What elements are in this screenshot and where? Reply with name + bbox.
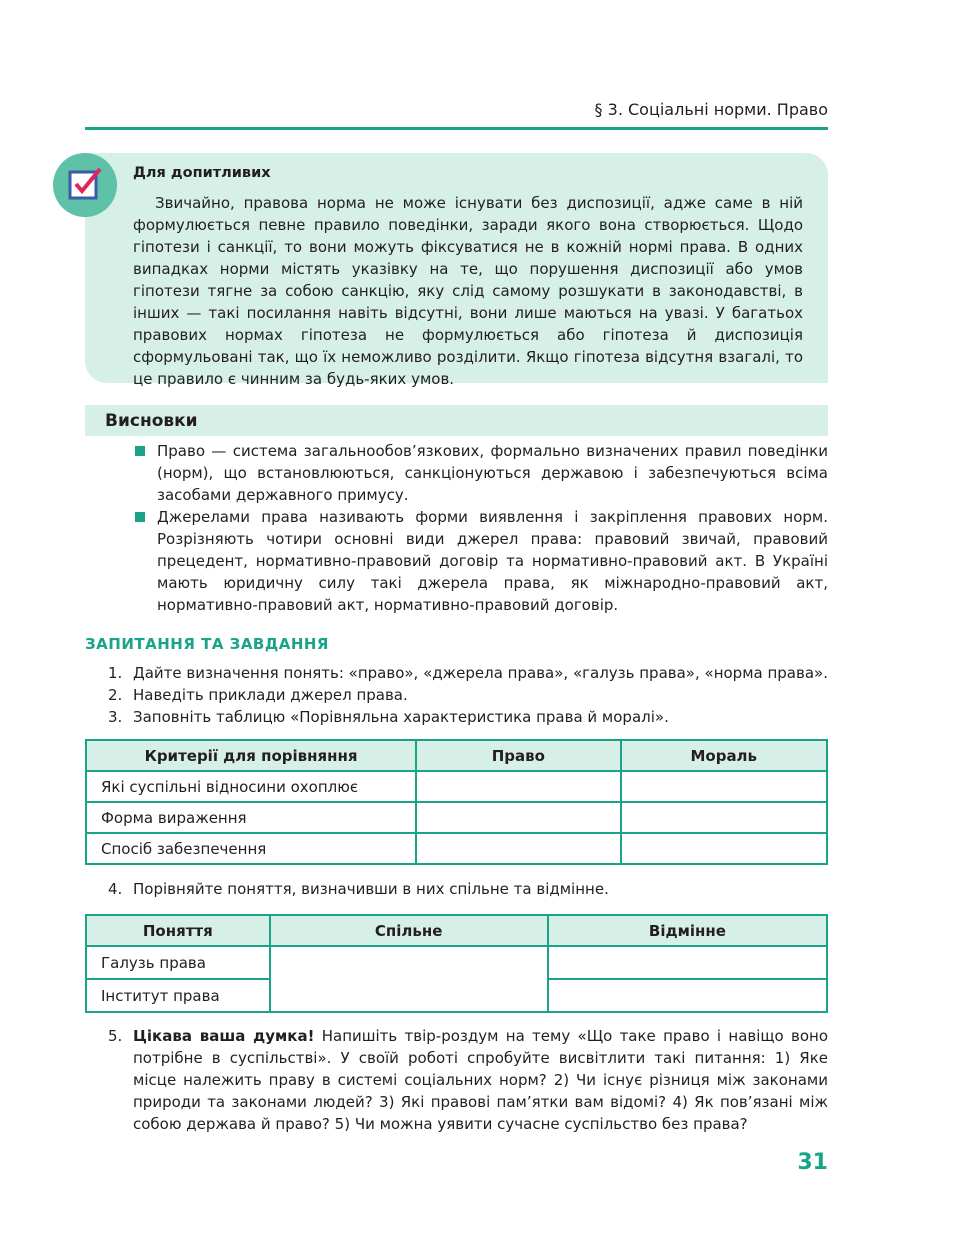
table-header: Критерії для порівняння — [86, 740, 416, 771]
task-item: 4. Порівняйте поняття, визначивши в них спільне та відмінне. — [108, 880, 609, 898]
task-list — [108, 878, 828, 900]
callout-paragraph: Звичайно, правова норма не може існувати без диспозиції, адже саме в ній формулюється певне правило поведінки, заради якого вона створюється. Щодо гіпотези і санкції, то вони можуть фіксуватися не в кожній нормі права. В одних випадках норми містять указівку на те, що порушення диспозиції або умов гіпотези тягне за собою санкцію, яку слід самому розшукати в законодавстві, в інших — такі посилання навіть відсутні, вони лише маються на увазі. У багатьох правових нормах гіпотеза не формулюється або гіпотеза й диспозиція сформульовані так, що їх неможливо розділити. Якщо гіпотеза відсутня взагалі, то це правило є чинним за будь-яких умов. — [133, 194, 803, 388]
conclusions-list — [135, 440, 828, 616]
task-item: 1. Дайте визначення понять: «право», «джерела права», «галузь права», «норма права». — [108, 664, 828, 682]
checklist-icon — [53, 153, 117, 217]
table-row: Галузь права — [86, 946, 827, 979]
table-row: Спосіб забезпечення — [86, 833, 827, 864]
table-header: Спільне — [270, 915, 548, 946]
task-list — [108, 1025, 828, 1135]
conclusions-title: Висновки — [105, 411, 198, 431]
square-bullet-icon — [135, 512, 145, 522]
table-row: Інститут права — [86, 979, 827, 1012]
callout-title: Для допитливих — [133, 165, 271, 181]
callout-text — [133, 192, 803, 390]
list-item: Право — система загальнообов’язкових, формально визначених правил поведінки (норм), що встановлюються, санкціонуються державою і забезпечуються всіма засобами державного примусу. — [135, 440, 828, 506]
table-header: Право — [416, 740, 620, 771]
task-list — [108, 662, 828, 728]
page-number: 31 — [797, 1150, 828, 1175]
square-bullet-icon — [135, 446, 145, 456]
comparison-table-concepts — [85, 914, 828, 1013]
header-rule — [85, 127, 828, 130]
questions-heading: ЗАПИТАННЯ ТА ЗАВДАННЯ — [85, 635, 329, 653]
table-row: Форма вираження — [86, 802, 827, 833]
table-header: Мораль — [621, 740, 827, 771]
table-header: Поняття — [86, 915, 270, 946]
task-bold-lead: Цікава ваша думка! — [133, 1027, 315, 1045]
list-item: Джерелами права називають форми виявлення і закріплення правових норм. Розрізняють чотири основні види джерел права: правовий звичай, правовий прецедент, нормативно-правовий договір та нормативно-правовий акт. В Україні мають юридичну силу такі джерела права, як міжнародно-правовий акт, нормативно-правовий акт, нормативно-правовий договір. — [135, 506, 828, 616]
comparison-table-law-morality — [85, 739, 828, 865]
table-header: Відмінне — [548, 915, 827, 946]
task-item: 5. Цікава ваша думка! Напишіть твір-роздум на тему «Що таке право і навіщо воно потрібне в суспільстві». У своїй роботі спробуйте висвітлити такі питання: 1) Яке місце належить праву в системі соціальних норм? 2) Чи існує різниця між законами природи та законами людей? 3) Які правові пам’ятки вам відомі? 4) Як пов’язані між собою держава й право? 5) Чи можна уявити сучасне суспільство без права? — [108, 1027, 828, 1133]
task-item: 3. Заповніть таблицю «Порівняльна характеристика права й моралі». — [108, 708, 669, 726]
table-row: Які суспільні відносини охоплює — [86, 771, 827, 802]
task-item: 2. Наведіть приклади джерел права. — [108, 686, 408, 704]
running-header: § 3. Соціальні норми. Право — [594, 100, 828, 119]
